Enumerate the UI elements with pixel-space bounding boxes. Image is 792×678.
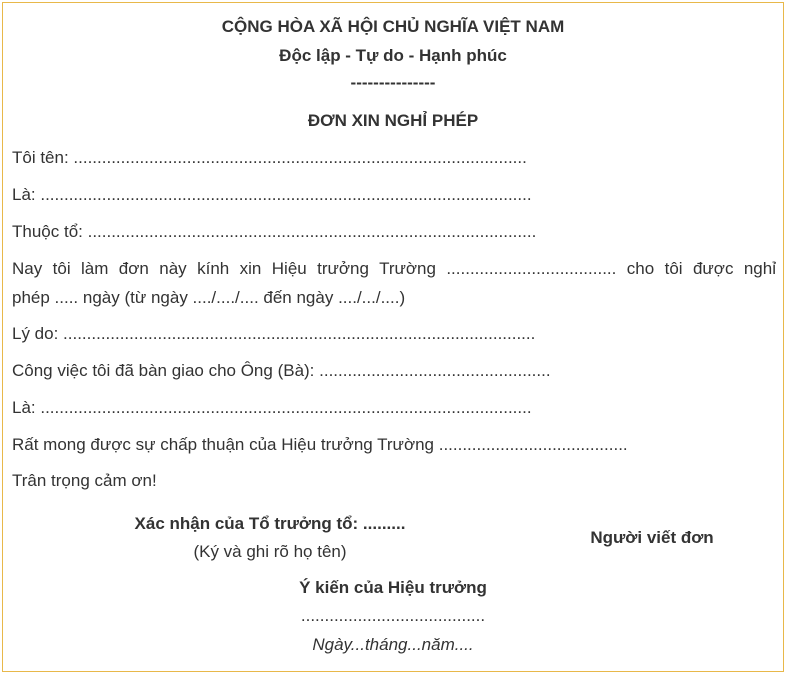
thanks-line: Trân trọng cảm ơn! [12, 471, 157, 490]
heading-divider: --------------- [350, 73, 436, 92]
principal-signature-dots: ....................................... [300, 606, 486, 625]
request-line-1: Nay tôi làm đơn này kính xin Hiệu trưởng Trường .................................... cho tôi được nghỉ [12, 259, 776, 278]
team-leader-note: (Ký và ghi rõ họ tên) [193, 542, 347, 561]
request-line-2: phép ..... ngày (từ ngày ..../..../.... đến ngày ..../.../....) [12, 288, 406, 307]
team-leader-title: Xác nhận của Tổ trưởng tổ: ......... [134, 514, 406, 533]
reason-line: Lý do: .................................................................................................... [12, 324, 536, 343]
handover-line: Công việc tôi đã bàn giao cho Ông (Bà): ................................................. [12, 361, 551, 380]
applicant-title: Người viết đơn [590, 528, 714, 547]
date-line: Ngày...tháng...năm.... [312, 635, 474, 654]
team-line: Thuộc tổ: ............................................................................................... [12, 222, 537, 241]
position-line: Là: ........................................................................................................ [12, 185, 532, 204]
handover-position-line: Là: ........................................................................................................ [12, 398, 532, 417]
hope-line: Rất mong được sự chấp thuận của Hiệu trưởng Trường ........................................ [12, 435, 628, 454]
nation-heading: CỘNG HÒA XÃ HỘI CHỦ NGHĨA VIỆT NAM [221, 17, 565, 36]
principal-title: Ý kiến của Hiệu trưởng [299, 578, 487, 597]
motto-heading: Độc lập - Tự do - Hạnh phúc [279, 46, 507, 65]
name-line: Tôi tên: ................................................................................................ [12, 148, 527, 167]
document-title: ĐƠN XIN NGHỈ PHÉP [307, 111, 479, 130]
